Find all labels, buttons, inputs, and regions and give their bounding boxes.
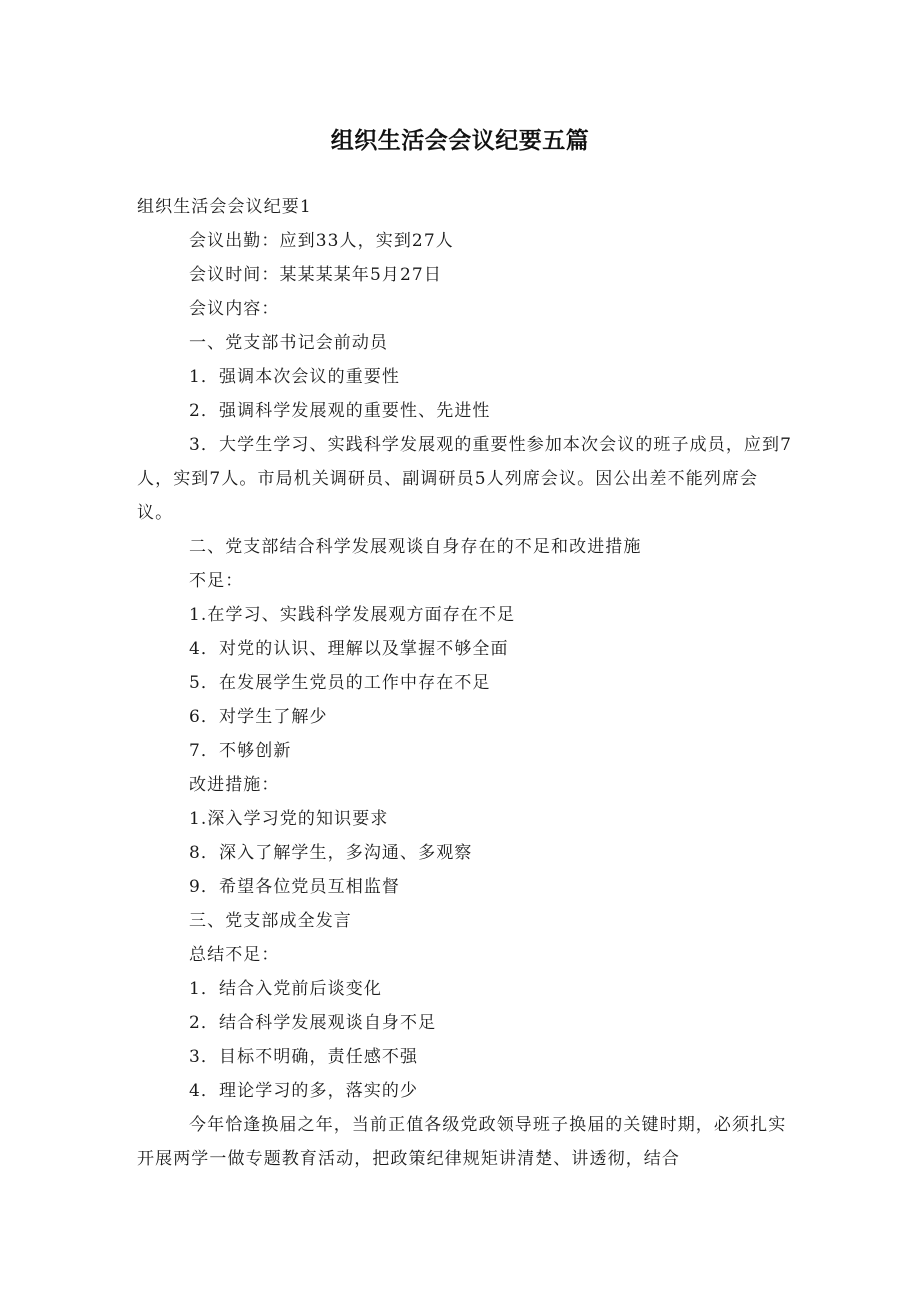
- document-title: 组织生活会会议纪要五篇: [330, 128, 590, 154]
- paragraph: 一、党支部书记会前动员: [189, 333, 389, 353]
- list-item: 1.在学习、实践科学发展观方面存在不足: [189, 605, 516, 625]
- paragraph: 会议出勤：应到33人，实到27人: [189, 231, 454, 251]
- paragraph: 会议内容：: [189, 299, 280, 319]
- list-item: 2．结合科学发展观谈自身不足: [189, 1013, 437, 1033]
- list-item: 6．对学生了解少: [189, 707, 328, 727]
- list-item: 9．希望各位党员互相监督: [189, 877, 401, 897]
- paragraph: 三、党支部成全发言: [189, 911, 352, 931]
- paragraph: 不足：: [189, 571, 244, 591]
- list-item: 8．深入了解学生，多沟通、多观察: [189, 843, 473, 863]
- paragraph: 二、党支部结合科学发展观谈自身存在的不足和改进措施: [189, 537, 642, 557]
- section-heading: 组织生活会会议纪要1: [137, 197, 312, 217]
- paragraph: 总结不足：: [189, 945, 280, 965]
- paragraph: 今年恰逢换届之年，当前正值各级党政领导班子换届的关键时期，必须扎实开展两学一做专题教育活动，把政策纪律规矩讲清楚、讲透彻，结合: [137, 1115, 787, 1169]
- paragraph: 会议时间：某某某某年5月27日: [189, 265, 442, 285]
- list-item: 3．大学生学习、实践科学发展观的重要性参加本次会议的班子成员，应到7人，实到7人。市局机关调研员、副调研员5人列席会议。因公出差不能列席会议。: [137, 435, 793, 523]
- list-item: 5．在发展学生党员的工作中存在不足: [189, 673, 491, 693]
- list-item: 4．对党的认识、理解以及掌握不够全面: [189, 639, 509, 659]
- paragraph: 改进措施：: [189, 775, 280, 795]
- list-item: 1．强调本次会议的重要性: [189, 367, 401, 387]
- list-item: 7．不够创新: [189, 741, 292, 761]
- list-item: 2．强调科学发展观的重要性、先进性: [189, 401, 491, 421]
- list-item: 4．理论学习的多，落实的少: [189, 1081, 419, 1101]
- list-item: 1.深入学习党的知识要求: [189, 809, 389, 829]
- document-body: [137, 190, 793, 1176]
- list-item: 3．目标不明确，责任感不强: [189, 1047, 419, 1067]
- list-item: 1．结合入党前后谈变化: [189, 979, 382, 999]
